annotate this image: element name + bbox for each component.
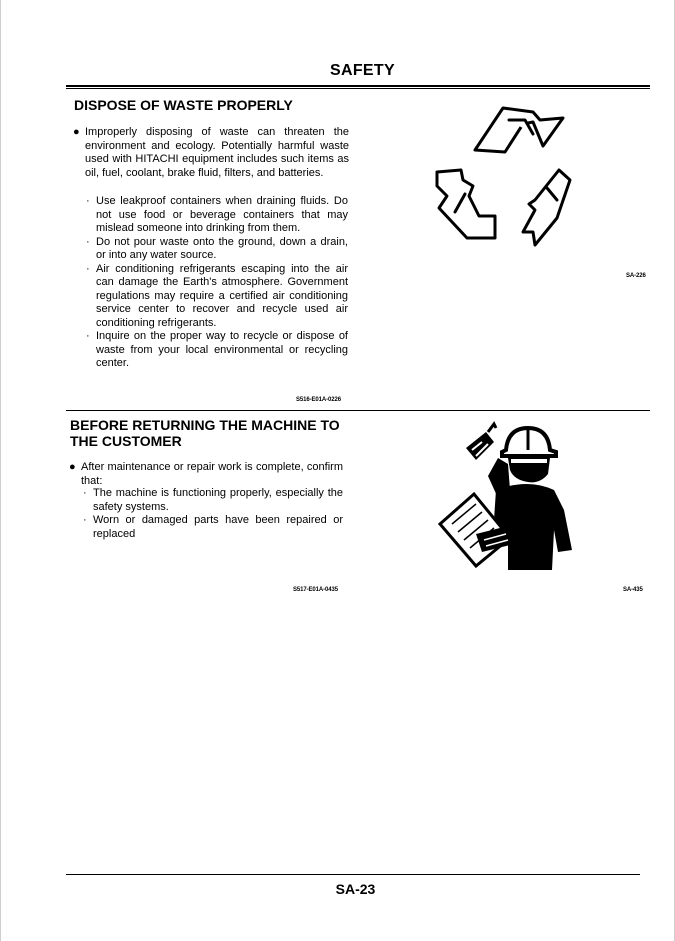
sub-bullet-mark: · [86,235,90,248]
sub-bullet-mark: · [86,195,90,207]
sub-list-item [83,514,343,541]
sub-bullet-mark: · [83,514,87,526]
section2-sub-list [83,487,343,541]
header-rule-bottom [66,88,650,89]
section-heading-before-returning: BEFORE RETURNING THE MACHINE TO THE CUSTOMER [70,417,340,449]
section-divider [66,410,650,411]
footer-rule [66,874,640,875]
section1-sub-list [86,195,348,371]
page-border-left [0,0,1,941]
sub-list-item [86,236,348,263]
page-number: SA-23 [335,881,376,897]
bullet-mark: ● [69,461,76,473]
section-heading-dispose-waste: DISPOSE OF WASTE PROPERLY [74,97,293,113]
section1-main-bullet [73,126,349,180]
header-rule-top [66,85,650,87]
figure-code-sa226: SA-226 [626,273,646,279]
sub-bullet-mark: · [86,262,90,275]
sub-list-item-text: Worn or damaged parts have been repaired or replaced [93,514,343,540]
sub-bullet-mark: · [86,330,90,342]
doc-code-s516: S516-E01A-0226 [296,397,341,403]
sub-list-item-text: Air conditioning refrigerants escaping into the air can damage the Earth's atmosphere. Government regulations may require a certified air conditioning service center to recover and recycle used air conditioning refrigerants. [96,262,348,329]
recycle-arrows-icon [425,100,585,260]
sub-list-item [83,487,343,514]
sub-list-item [86,263,348,331]
section2-main-bullet-text: After maintenance or repair work is complete, confirm that: [81,461,343,487]
sub-list-item-text: Do not pour waste onto the ground, down a drain, or into any water source. [96,235,348,261]
section2-main-bullet [69,461,343,488]
sub-list-item-text: The machine is functioning properly, especially the safety systems. [93,487,343,513]
bullet-mark: ● [73,126,80,138]
section1-main-bullet-text: Improperly disposing of waste can threaten the environment and ecology. Potentially harmful waste used with HITACHI equipment includes such items as oil, fuel, coolant, brake fluid, filters, and batteries. [85,126,349,179]
sub-list-item-text: Use leakproof containers when draining fluids. Do not use food or beverage containers that may mislead someone into drinking from them. [96,195,348,234]
doc-code-s517: S517-E01A-0435 [293,587,338,593]
sub-list-item [86,330,348,371]
sub-list-item-text: Inquire on the proper way to recycle or dispose of waste from your local environmental or recycling center. [96,330,348,369]
page-header-title: SAFETY [330,62,395,79]
figure-code-sa435: SA-435 [623,587,643,593]
sub-list-item [86,195,348,236]
sub-bullet-mark: · [83,487,87,499]
worker-checklist-icon [436,420,586,575]
